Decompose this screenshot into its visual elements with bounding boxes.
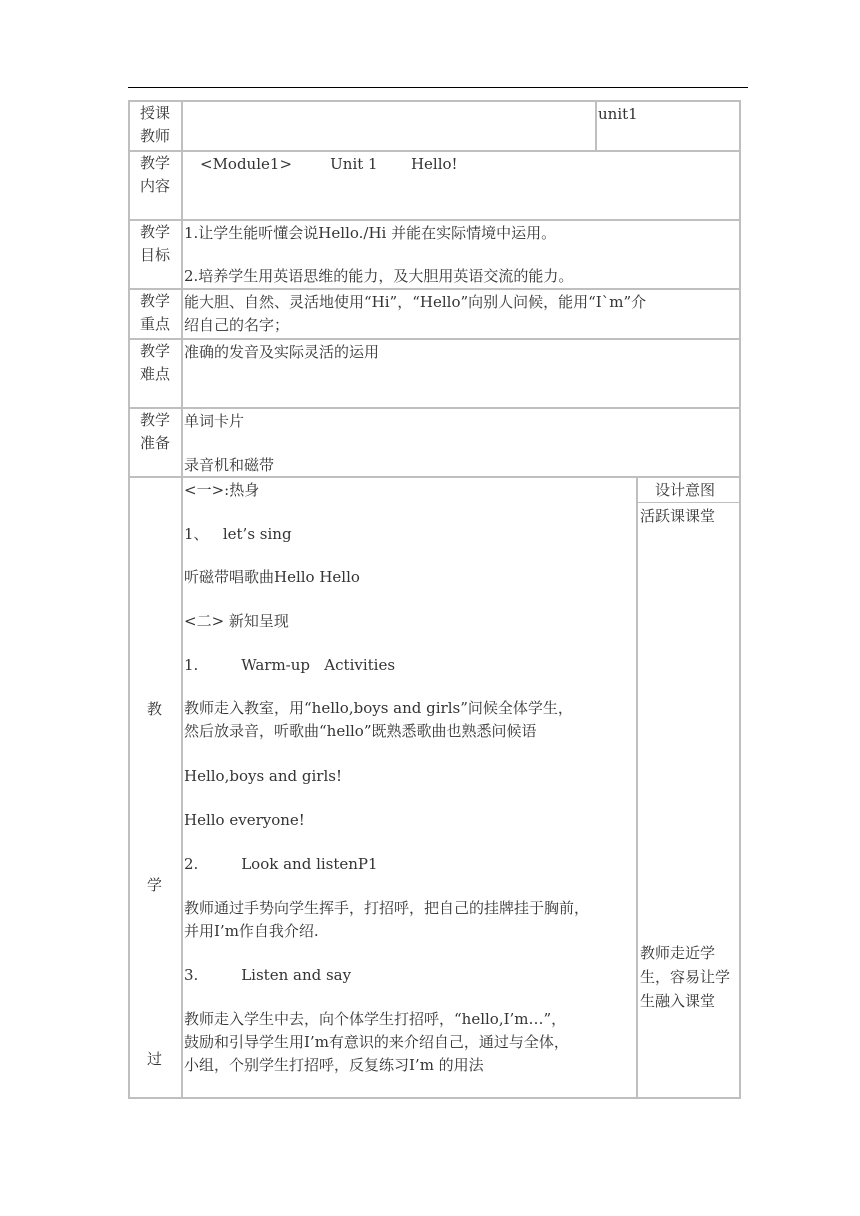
row-divider [128,150,741,152]
label-column-divider [181,100,183,1099]
prep-item-2: 录音机和磁带 [184,456,275,474]
process-line: 然后放录音，听歌曲“hello”既熟悉歌曲也熟悉问候语 [184,722,537,740]
process-line: 1、 let’s sing [184,525,292,543]
process-line: 并用I’m作自我介绍. [184,922,319,940]
unit-cell-divider [595,100,597,151]
label-content: 教学 内容 [139,154,170,195]
content-text: <Module1> Unit 1 Hello! [200,155,458,173]
process-line: <一>:热身 [184,481,260,499]
row-divider [128,338,741,340]
goal-1: 1.让学生能听懂会说Hello./Hi 并能在实际情境中运用。 [184,224,557,242]
process-line: Hello,boys and girls! [184,767,342,785]
intent-header: 设计意图 [655,481,716,499]
table-border-right [739,100,741,1099]
process-line: <二> 新知呈现 [184,612,289,630]
process-label-char-2: 学 [147,876,163,894]
process-line: 教师走入学生中去，向个体学生打招呼，“hello,I’m…”， [184,1010,567,1028]
row-divider [128,288,741,290]
label-goals: 教学 目标 [139,223,170,264]
key-point-line-2: 绍自己的名字； [184,316,290,334]
intent-note-2-line-3: 生融入课堂 [640,992,716,1010]
process-line: 2. Look and listenP1 [184,855,378,873]
row-divider [128,219,741,221]
table-border-bottom [128,1097,741,1099]
process-line: 1. Warm-up Activities [184,656,396,674]
intent-column-divider [636,476,638,1099]
process-line: 教师走入教室，用“hello,boys and girls”问候全体学生， [184,699,573,717]
prep-item-1: 单词卡片 [184,412,245,430]
label-teacher: 授课 教师 [139,104,170,145]
process-line: 听磁带唱歌曲Hello Hello [184,568,360,586]
process-line: 鼓励和引导学生用I’m有意识的来介绍自己，通过与全体， [184,1033,569,1051]
process-label-char-1: 教 [147,700,163,718]
table-border-top [128,100,741,102]
label-preparation: 教学 准备 [139,411,170,452]
row-divider [128,476,741,478]
process-line: 3. Listen and say [184,966,352,984]
intent-note-2-line-2: 生，容易让学 [640,968,731,986]
process-line: 教师通过手势向学生挥手，打招呼，把自己的挂牌挂于胸前， [184,899,590,917]
key-point-line-1: 能大胆、自然、灵活地使用“Hi”，“Hello”向别人问候，能用“I`m”介 [184,293,647,311]
label-difficulty: 教学 难点 [139,342,170,383]
process-label-char-3: 过 [147,1050,163,1068]
process-line: 小组，个别学生打招呼，反复练习I’m 的用法 [184,1056,484,1074]
goal-2: 2.培养学生用英语思维的能力，及大胆用英语交流的能力。 [184,267,574,285]
intent-note-2-line-1: 教师走近学 [640,944,716,962]
label-key-points: 教学 重点 [139,292,170,333]
row-divider [128,407,741,409]
intent-note-1: 活跃课课堂 [640,507,716,525]
header-rule [128,87,748,88]
process-line: Hello everyone! [184,811,305,829]
difficulty-text: 准确的发音及实际灵活的运用 [184,343,380,361]
intent-header-divider [636,502,741,503]
unit-value: unit1 [598,105,638,123]
